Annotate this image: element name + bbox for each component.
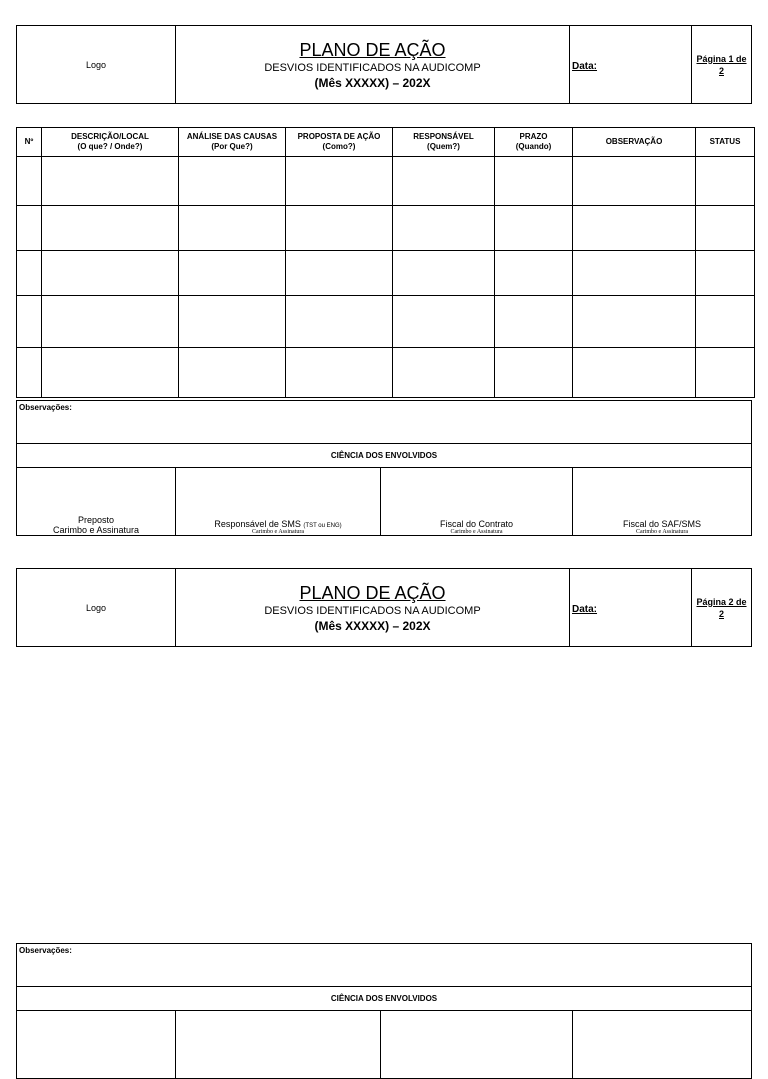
table-cell[interactable] — [696, 348, 755, 398]
header-block-page-2 — [16, 568, 752, 647]
signature-fiscal-contrato[interactable]: Fiscal do Contrato Carimbo e Assinatura — [381, 468, 573, 536]
table-cell[interactable] — [17, 251, 42, 296]
table-cell[interactable] — [42, 206, 179, 251]
table-row — [17, 348, 755, 398]
title-cell — [176, 569, 570, 647]
table-cell[interactable] — [696, 206, 755, 251]
logo-placeholder: Logo — [17, 569, 176, 647]
table-cell[interactable] — [393, 296, 495, 348]
column-header-responsible: RESPONSÁVEL (Quem?) — [393, 128, 495, 157]
header-block-page-1 — [16, 25, 752, 104]
observations-label[interactable]: Observações: — [17, 401, 752, 444]
signature-sms[interactable] — [176, 1011, 381, 1079]
column-header-status: STATUS — [696, 128, 755, 157]
table-cell[interactable] — [573, 251, 696, 296]
month-label: (Mês XXXXX) – 202X — [314, 618, 431, 633]
column-header-observation: OBSERVAÇÃO — [573, 128, 696, 157]
month-label: (Mês XXXXX) – 202X — [314, 75, 431, 90]
table-cell[interactable] — [17, 157, 42, 206]
table-cell[interactable] — [696, 157, 755, 206]
page-number-line1: Página 2 de — [696, 596, 747, 607]
page-number-cell — [692, 26, 752, 104]
column-header-action-proposal: PROPOSTA DE AÇÃO (Como?) — [286, 128, 393, 157]
table-cell[interactable] — [393, 251, 495, 296]
table-cell[interactable] — [179, 251, 286, 296]
ciencia-heading: CIÊNCIA DOS ENVOLVIDOS — [17, 444, 752, 468]
date-cell — [570, 26, 692, 104]
page-number-cell — [692, 569, 752, 647]
observations-label[interactable]: Observações: — [17, 944, 752, 987]
action-plan-table — [16, 127, 755, 398]
table-cell[interactable] — [179, 296, 286, 348]
table-cell[interactable] — [393, 348, 495, 398]
page-subtitle: DESVIOS IDENTIFICADOS NA AUDICOMP — [264, 604, 481, 617]
table-cell[interactable] — [696, 251, 755, 296]
table-cell[interactable] — [286, 157, 393, 206]
table-cell[interactable] — [17, 206, 42, 251]
table-cell[interactable] — [42, 296, 179, 348]
table-cell[interactable] — [573, 206, 696, 251]
signature-fiscal-saf[interactable]: Fiscal do SAF/SMS Carimbo e Assinatura — [573, 468, 752, 536]
column-header-cause-analysis: ANÁLISE DAS CAUSAS (Por Que?) — [179, 128, 286, 157]
observations-block-page-2 — [16, 943, 752, 1079]
logo-placeholder: Logo — [17, 26, 176, 104]
table-cell[interactable] — [393, 157, 495, 206]
page-subtitle: DESVIOS IDENTIFICADOS NA AUDICOMP — [264, 61, 481, 74]
table-header-row — [17, 128, 755, 157]
table-cell[interactable] — [17, 348, 42, 398]
date-label: Data: — [572, 603, 598, 615]
column-header-description: DESCRIÇÃO/LOCAL (O que? / Onde?) — [42, 128, 179, 157]
table-cell[interactable] — [42, 348, 179, 398]
table-row — [17, 251, 755, 296]
table-cell[interactable] — [286, 348, 393, 398]
table-cell[interactable] — [42, 251, 179, 296]
date-label: Data: — [572, 60, 598, 72]
signature-fiscal-contrato[interactable] — [381, 1011, 573, 1079]
page-title: PLANO DE AÇÃO — [299, 582, 446, 603]
signature-sms[interactable]: Responsável de SMS (TST ou ENG) Carimbo e Assinatura — [176, 468, 381, 536]
page-number-line2: 2 — [718, 608, 724, 619]
table-cell[interactable] — [17, 296, 42, 348]
table-row — [17, 206, 755, 251]
page-number-line2: 2 — [718, 65, 724, 76]
table-row — [17, 296, 755, 348]
table-cell[interactable] — [286, 206, 393, 251]
table-cell[interactable] — [495, 206, 573, 251]
table-cell[interactable] — [495, 348, 573, 398]
table-cell[interactable] — [179, 348, 286, 398]
date-cell — [570, 569, 692, 647]
column-header-deadline: PRAZO (Quando) — [495, 128, 573, 157]
table-cell[interactable] — [179, 206, 286, 251]
title-cell — [176, 26, 570, 104]
table-cell[interactable] — [495, 251, 573, 296]
table-cell[interactable] — [179, 157, 286, 206]
table-cell[interactable] — [696, 296, 755, 348]
signature-preposto[interactable] — [17, 1011, 176, 1079]
page-number-line1: Página 1 de — [696, 53, 747, 64]
table-cell[interactable] — [286, 251, 393, 296]
table-cell[interactable] — [42, 157, 179, 206]
ciencia-heading: CIÊNCIA DOS ENVOLVIDOS — [17, 987, 752, 1011]
table-row — [17, 157, 755, 206]
table-cell[interactable] — [393, 206, 495, 251]
table-cell[interactable] — [286, 296, 393, 348]
table-cell[interactable] — [573, 348, 696, 398]
page-title: PLANO DE AÇÃO — [299, 39, 446, 60]
column-header-number: Nº — [17, 128, 42, 157]
table-cell[interactable] — [495, 157, 573, 206]
table-cell[interactable] — [573, 157, 696, 206]
signature-fiscal-saf[interactable] — [573, 1011, 752, 1079]
table-cell[interactable] — [495, 296, 573, 348]
signature-preposto[interactable]: Preposto Carimbo e Assinatura — [17, 468, 176, 536]
observations-block-page-1 — [16, 400, 752, 536]
table-cell[interactable] — [573, 296, 696, 348]
